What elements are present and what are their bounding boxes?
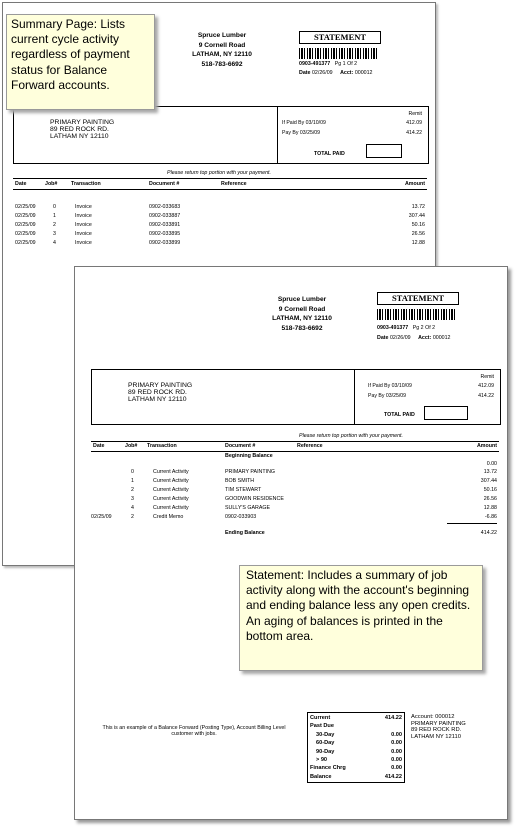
row-document: 0902-033895 (149, 231, 181, 237)
aging-value (371, 722, 404, 730)
remit-section (368, 373, 494, 401)
aging-box (307, 712, 405, 783)
row-document: 0902-033903 (225, 514, 257, 520)
barcode-number: 0903-491377 (299, 61, 331, 67)
aging-value: 0.00 (391, 757, 402, 764)
aging-value: 414.22 (384, 715, 402, 721)
aging-value: 0.00 (391, 748, 402, 755)
address-box (91, 369, 501, 425)
beginning-balance-amount: 0.00 (486, 461, 497, 467)
row-amount: 307.44 (480, 478, 497, 484)
footer-city: LATHAM NY 12110 (411, 733, 461, 740)
ending-balance-label: Ending Balance (225, 530, 265, 536)
aging-value: 0.00 (391, 731, 402, 738)
row-job: 1 (131, 478, 134, 484)
pay-line-2 (368, 392, 494, 401)
account-number: 000012 (432, 335, 451, 341)
aging-row-over-90 (308, 756, 404, 764)
row-document: GOODWIN RESIDENCE (225, 496, 284, 502)
row-document: TIM STEWART (225, 487, 262, 493)
customer-street: 89 RED ROCK RD. (50, 126, 109, 134)
ending-balance-amount: 414.22 (480, 530, 497, 536)
barcode (299, 48, 379, 59)
statement-title: STATEMENT (377, 292, 459, 305)
row-amount: -6.86 (484, 514, 497, 520)
row-job: 0 (131, 469, 134, 475)
company-name: Spruce Lumber (197, 32, 247, 39)
header-rule-top (13, 178, 427, 179)
col-amount: Amount (476, 443, 497, 449)
account-number: 000012 (354, 70, 373, 76)
row-job: 2 (131, 514, 134, 520)
pay-line-1 (368, 382, 494, 391)
row-transaction: Current Activity (153, 469, 189, 475)
aging-label: > 90 (316, 757, 328, 764)
row-amount: 50.16 (483, 487, 497, 493)
aging-label: Finance Chrg (310, 765, 346, 772)
date-label: Date (377, 335, 389, 341)
footer-note: This is an example of a Balance Forward (Posting Type), Account Billing Level customer with jobs. (102, 725, 286, 737)
row-job: 3 (131, 496, 134, 502)
col-reference: Reference (221, 181, 247, 187)
remit-label: Remit (480, 374, 494, 380)
statement-page (74, 266, 508, 820)
date-label: Date (299, 70, 311, 76)
customer-city: LATHAM NY 12110 (128, 396, 187, 404)
pay-line-2 (282, 129, 422, 138)
row-transaction: Invoice (75, 240, 92, 246)
customer-street: 89 RED ROCK RD. (128, 389, 187, 397)
row-job: 0 (53, 204, 56, 210)
row-amount: 13.72 (483, 469, 497, 475)
pay-line-2-label: Pay By 03/25/09 (368, 392, 407, 399)
customer-city: LATHAM NY 12110 (50, 133, 109, 141)
row-date: 02/25/09 (91, 514, 112, 520)
remit-label: Remit (408, 111, 422, 117)
aging-row-balance (308, 773, 404, 781)
row-date: 02/25/09 (15, 222, 36, 228)
total-paid-field[interactable] (424, 406, 468, 420)
pay-line-2-label: Pay By 03/25/09 (282, 129, 321, 136)
customer-name: PRIMARY PAINTING (50, 119, 115, 126)
address-box (13, 106, 429, 164)
company-block (247, 295, 357, 333)
header-rule-bottom (91, 451, 499, 452)
aging-label: 30-Day (316, 731, 335, 738)
company-street: 9 Cornell Road (198, 41, 246, 49)
acct-label: Acct: (340, 70, 354, 76)
statement-title: STATEMENT (299, 31, 381, 44)
col-transaction: Transaction (147, 443, 177, 449)
row-transaction: Invoice (75, 204, 92, 210)
header-rule-top (91, 441, 499, 442)
row-date: 02/25/09 (15, 213, 36, 219)
col-document: Document # (225, 443, 256, 449)
row-document: 0902-033899 (149, 240, 181, 246)
company-city: LATHAM, NY 12110 (272, 315, 332, 322)
aging-value: 414.22 (384, 773, 402, 780)
row-transaction: Current Activity (153, 496, 189, 502)
row-document: SULLY'S GARAGE (225, 505, 271, 511)
pay-line-2-amount: 414.22 (478, 392, 494, 399)
beginning-balance-label: Beginning Balance (225, 453, 273, 459)
summary-page-callout: Summary Page: Lists current cycle activity regardless of payment status for Balance Forward accounts. (6, 14, 155, 110)
pay-line-2-amount: 414.22 (406, 129, 422, 136)
barcode-line (299, 61, 409, 67)
barcode (377, 309, 457, 320)
row-amount: 12.88 (411, 240, 425, 246)
aging-value: 0.00 (391, 740, 402, 747)
row-date: 02/25/09 (15, 204, 36, 210)
header-rule-bottom (13, 189, 427, 190)
col-date: Date (15, 181, 27, 187)
barcode-number: 0903-491377 (377, 325, 409, 331)
pay-line-1-label: If Paid By 03/10/09 (282, 120, 326, 127)
date-acct-line (377, 335, 487, 341)
col-job: Job# (125, 443, 138, 449)
row-document: BOB SMITH (225, 478, 255, 484)
aging-row-finance (308, 764, 404, 772)
row-amount: 12.88 (483, 505, 497, 511)
customer-address (128, 382, 192, 404)
col-transaction: Transaction (71, 181, 101, 187)
col-amount: Amount (404, 181, 425, 187)
statement-callout: Statement: Includes a summary of job activity along with the account's beginning and ending balance less any open credits. An aging of balances is printed in the bottom area. (239, 565, 483, 671)
statement-date: 02/26/09 (311, 70, 333, 76)
footer-address (411, 714, 503, 740)
row-transaction: Invoice (75, 213, 92, 219)
aging-label: Past Due (310, 723, 334, 730)
row-amount: 13.72 (411, 204, 425, 210)
customer-address (50, 119, 114, 141)
aging-row-90 (308, 748, 404, 756)
aging-row-current (308, 714, 404, 722)
company-street: 9 Cornell Road (278, 305, 326, 313)
row-amount: 50.16 (411, 222, 425, 228)
col-date: Date (93, 443, 105, 449)
row-document: PRIMARY PAINTING (225, 469, 276, 475)
aging-row-30 (308, 731, 404, 739)
aging-table (308, 714, 404, 781)
row-transaction: Current Activity (153, 487, 189, 493)
row-job: 4 (131, 505, 134, 511)
row-transaction: Credit Memo (153, 514, 184, 520)
row-transaction: Current Activity (153, 505, 189, 511)
aging-label: Balance (310, 773, 332, 780)
row-date: 02/25/09 (15, 240, 36, 246)
customer-name: PRIMARY PAINTING (128, 382, 193, 389)
return-note: Please return top portion with your payment. (299, 433, 403, 439)
page-info: Pg 1 Of 2 (334, 61, 358, 67)
company-city: LATHAM, NY 12110 (192, 51, 252, 58)
pay-line-1-amount: 412.09 (478, 383, 494, 390)
pay-line-1-amount: 412.09 (406, 120, 422, 127)
row-document: 0902-033683 (149, 204, 181, 210)
row-document: 0902-033891 (149, 222, 181, 228)
company-name: Spruce Lumber (277, 296, 327, 303)
footer-street: 89 RED ROCK RD. (411, 727, 462, 734)
remit-divider (354, 370, 355, 424)
company-phone: 518-783-6692 (201, 60, 243, 68)
company-phone: 518-783-6692 (281, 324, 323, 332)
page-info: Pg 2 Of 2 (412, 325, 436, 331)
row-amount: 26.56 (411, 231, 425, 237)
return-note: Please return top portion with your payment. (167, 170, 271, 176)
total-paid-label: TOTAL PAID (314, 151, 345, 157)
aging-label: 90-Day (316, 748, 335, 755)
company-block (167, 31, 277, 69)
total-paid-field[interactable] (366, 144, 402, 158)
footer-account: Account: 000012 (411, 714, 455, 720)
row-job: 1 (53, 213, 56, 219)
acct-label: Acct: (418, 335, 432, 341)
row-amount: 307.44 (408, 213, 425, 219)
statement-date: 02/26/09 (389, 335, 411, 341)
row-amount: 26.56 (483, 496, 497, 502)
row-transaction: Invoice (75, 222, 92, 228)
row-job: 2 (53, 222, 56, 228)
pay-line-1-label: If Paid By 03/10/09 (368, 383, 412, 390)
row-job: 4 (53, 240, 56, 246)
date-acct-line (299, 70, 409, 76)
row-transaction: Invoice (75, 231, 92, 237)
row-document: 0902-033887 (149, 213, 181, 219)
barcode-line (377, 325, 487, 331)
row-transaction: Current Activity (153, 478, 189, 484)
aging-label: Current (310, 715, 331, 721)
row-job: 2 (131, 487, 134, 493)
row-job: 3 (53, 231, 56, 237)
aging-value: 0.00 (391, 765, 402, 772)
footer-name: PRIMARY PAINTING (411, 720, 466, 727)
remit-section (282, 110, 422, 138)
col-job: Job# (45, 181, 58, 187)
pay-line-1 (282, 119, 422, 128)
col-reference: Reference (297, 443, 323, 449)
row-date: 02/25/09 (15, 231, 36, 237)
aging-row-past-due (308, 722, 404, 730)
subtotal-rule (447, 523, 497, 524)
remit-divider (277, 107, 278, 163)
total-paid-label: TOTAL PAID (384, 412, 415, 418)
aging-row-60 (308, 739, 404, 747)
col-document: Document # (149, 181, 180, 187)
aging-label: 60-Day (316, 740, 335, 747)
